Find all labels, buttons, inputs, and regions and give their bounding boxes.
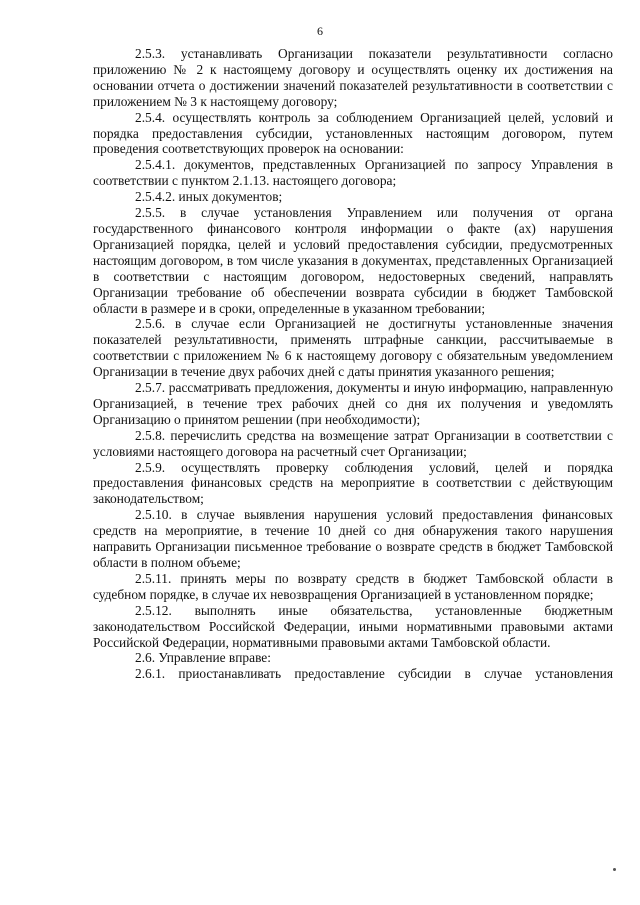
paragraph-2-5-3: 2.5.3. устанавливать Организации показатели результативности согласно приложению № 2 к настоящему договору и осуществлять оценку их достижения на основании отчета о достижении значений показателей результативности в соответствии с приложением № 3 к настоящему договору; bbox=[93, 46, 613, 109]
document-body bbox=[93, 46, 613, 682]
paragraph-2-5-8: 2.5.8. перечислить средства на возмещение затрат Организации в соответствии с условиями настоящего договора на расчетный счет Организации; bbox=[93, 427, 613, 459]
page-number: 6 bbox=[317, 24, 323, 38]
paragraph-2-5-4-1: 2.5.4.1. документов, представленных Организацией по запросу Управления в соответствии с пунктом 2.1.13. настоящего договора; bbox=[93, 157, 613, 189]
paragraph-2-5-11: 2.5.11. принять меры по возврату средств в бюджет Тамбовской области в судебном порядке, в случае их невозвращения Организацией в установленном порядке; bbox=[93, 570, 613, 602]
paragraph-2-5-9: 2.5.9. осуществлять проверку соблюдения условий, целей и порядка предоставления финансовых средств на мероприятие в соответствии с действующим законодательством; bbox=[93, 459, 613, 507]
paragraph-2-5-5: 2.5.5. в случае установления Управлением или получения от органа государственного финансового контроля информации о факте (ах) нарушения Организацией порядка, целей и условий предоставления субсидии, предусмотренных настоящим договором, в том числе указания в документах, представленных Организацией в соответствии с настоящим договором, недостоверных сведений, направлять Организации требование об обеспечении возврата субсидии в бюджет Тамбовской области в размере и в сроки, определенные в указанном требовании; bbox=[93, 205, 613, 316]
paragraph-2-5-12: 2.5.12. выполнять иные обязательства, установленные бюджетным законодательством Российской Федерации, иными нормативными правовыми актами Российской Федерации, нормативными правовыми актами Тамбовской области. bbox=[93, 602, 613, 650]
paragraph-2-5-10: 2.5.10. в случае выявления нарушения условий предоставления финансовых средств на мероприятие, в течение 10 дней со дня обнаружения такого нарушения направить Организации письменное требование о возврате средств в бюджет Тамбовской области в полном объеме; bbox=[93, 507, 613, 570]
paragraph-2-5-7: 2.5.7. рассматривать предложения, документы и иную информацию, направленную Организацией, в течение трех рабочих дней со дня их получения и уведомлять Организацию о принятом решении (при необходимости); bbox=[93, 380, 613, 427]
paragraph-2-5-6: 2.5.6. в случае если Организацией не достигнуты установленные значения показателей результативности, применять штрафные санкции, рассчитываемые в соответствии с приложением № 6 к настоящему договору с обязательным уведомлением Организации в течение двух рабочих дней с даты принятия указанного решения; bbox=[93, 316, 613, 380]
paragraph-2-5-4-2: 2.5.4.2. иных документов; bbox=[135, 189, 283, 205]
paragraph-2-5-4: 2.5.4. осуществлять контроль за соблюдением Организацией целей, условий и порядка предоставления субсидии, установленных настоящим договором, путем проведения соответствующих проверок на основании: bbox=[93, 109, 613, 157]
scan-speck bbox=[613, 868, 616, 871]
paragraph-2-6-1: 2.6.1. приостанавливать предоставление субсидии в случае установления bbox=[135, 666, 613, 682]
paragraph-2-6: 2.6. Управление вправе: bbox=[135, 650, 271, 666]
